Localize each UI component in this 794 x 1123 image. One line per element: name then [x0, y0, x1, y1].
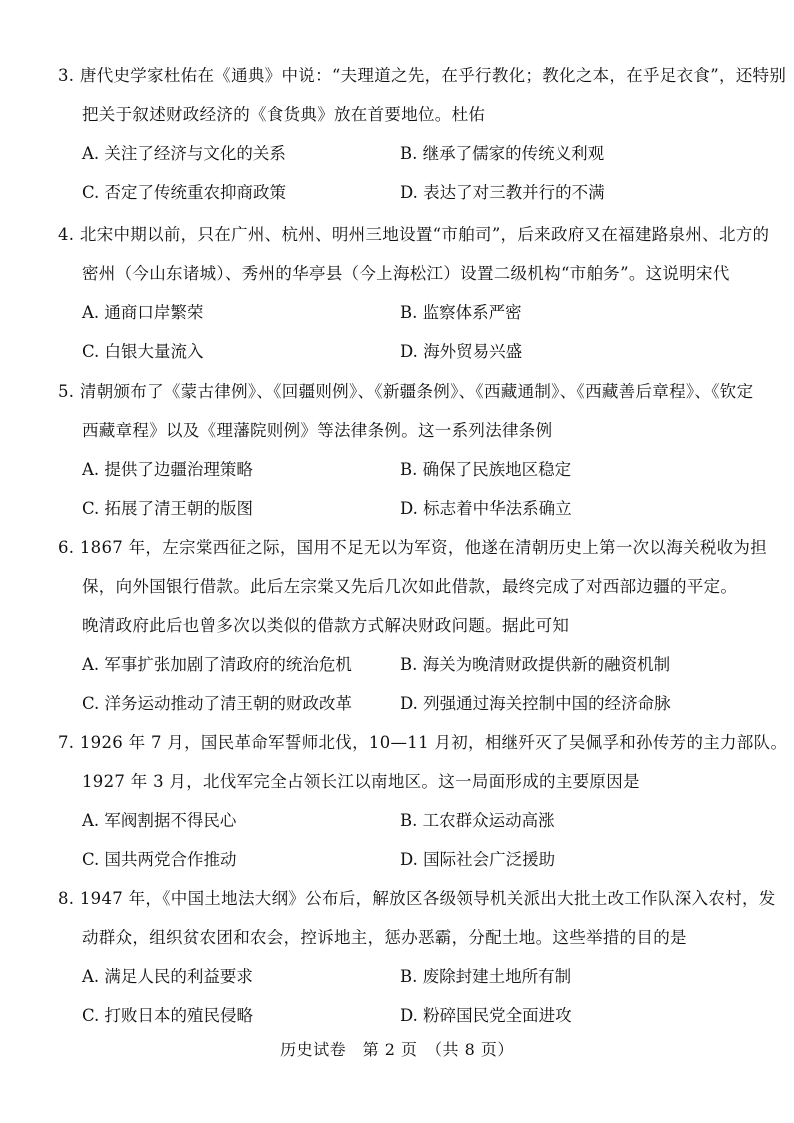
option-d: D. 标志着中华法系确立: [400, 499, 572, 518]
option-a: A. 军阀割据不得民心: [82, 811, 237, 830]
option-b: B. 工农群众运动高涨: [400, 811, 555, 830]
option-b: B. 监察体系严密: [400, 303, 522, 322]
option-c: C. 国共两党合作推动: [82, 850, 237, 869]
question-5: [58, 372, 754, 528]
option-b: B. 海关为晚清财政提供新的融资机制: [400, 655, 671, 674]
question-stem-line: 6. 1867 年，左宗棠西征之际，国用不足无以为军资，他遂在清朝历史上第一次以海关税收为担: [58, 538, 768, 557]
question-stem-line: 密州（今山东诸城）、秀州的华亭县（今上海松江）设置二级机构“市舶务”。这说明宋代: [82, 264, 730, 283]
option-c: C. 洋务运动推动了清王朝的财政改革: [82, 694, 353, 713]
question-stem-line: 8. 1947 年，《中国土地法大纲》公布后，解放区各级领导机关派出大批土改工作队深入农村，发: [58, 889, 776, 908]
option-a: A. 关注了经济与文化的关系: [82, 144, 286, 163]
options-group: [58, 293, 748, 371]
question-stem-line: 西藏章程》以及《理藩院则例》等法律条例。这一系列法律条例: [82, 421, 553, 440]
option-c: C. 打败日本的殖民侵略: [82, 1006, 254, 1025]
question-stem-line: 保，向外国银行借款。此后左宗棠又先后几次如此借款，最终完成了对西部边疆的平定。: [82, 577, 738, 596]
option-a: A. 通商口岸繁荣: [82, 303, 204, 322]
question-stem-line: 7. 1926 年 7 月，国民革命军誓师北伐，10—11 月初，相继歼灭了吴佩孚和孙传芳的主力部队。: [58, 733, 788, 752]
option-c: C. 白银大量流入: [82, 342, 204, 361]
options-group: [58, 450, 748, 528]
question-7: [58, 723, 788, 879]
option-b: B. 确保了民族地区稳定: [400, 460, 572, 479]
question-stem-line: 动群众，组织贫农团和农会，控诉地主，惩办恶霸，分配土地。这些举措的目的是: [82, 928, 687, 947]
options-group: [58, 645, 748, 723]
option-b: B. 废除封建土地所有制: [400, 967, 572, 986]
options-group: [58, 134, 748, 212]
option-a: A. 提供了边疆治理策略: [82, 460, 253, 479]
question-stem-line: 3. 唐代史学家杜佑在《通典》中说：“夫理道之先，在乎行教化；教化之本，在乎足衣食”，还特别: [58, 66, 787, 85]
options-group: [58, 801, 748, 879]
options-group: [58, 957, 748, 1035]
option-d: D. 粉碎国民党全面进攻: [400, 1006, 572, 1025]
option-a: A. 军事扩张加剧了清政府的统治危机: [82, 655, 352, 674]
question-3: [58, 56, 787, 212]
question-stem-line: 1927 年 3 月，北伐军完全占领长江以南地区。这一局面形成的主要原因是: [82, 772, 640, 791]
option-d: D. 列强通过海关控制中国的经济命脉: [400, 694, 671, 713]
question-8: [58, 879, 776, 1035]
question-6: [58, 528, 768, 723]
option-d: D. 海外贸易兴盛: [400, 342, 523, 361]
question-stem-line: 把关于叙述财政经济的《食货典》放在首要地位。杜佑: [82, 105, 486, 124]
option-c: C. 拓展了清王朝的版图: [82, 499, 254, 518]
option-d: D. 国际社会广泛援助: [400, 850, 556, 869]
question-4: [58, 215, 770, 371]
question-stem-line: 5. 清朝颁布了《蒙古律例》、《回疆则例》、《新疆条例》、《西藏通制》、《西藏善后章程》、《钦定: [58, 382, 754, 401]
option-c: C. 否定了传统重农抑商政策: [82, 183, 287, 202]
option-b: B. 继承了儒家的传统义利观: [400, 144, 605, 163]
question-stem-line: 4. 北宋中期以前，只在广州、杭州、明州三地设置“市舶司”，后来政府又在福建路泉州、北方的: [58, 225, 770, 244]
page-footer: 历史试卷 第 2 页 （共 8 页）: [280, 1040, 514, 1059]
option-d: D. 表达了对三教并行的不满: [400, 183, 605, 202]
question-stem-line: 晚清政府此后也曾多次以类似的借款方式解决财政问题。据此可知: [82, 616, 570, 635]
option-a: A. 满足人民的利益要求: [82, 967, 253, 986]
